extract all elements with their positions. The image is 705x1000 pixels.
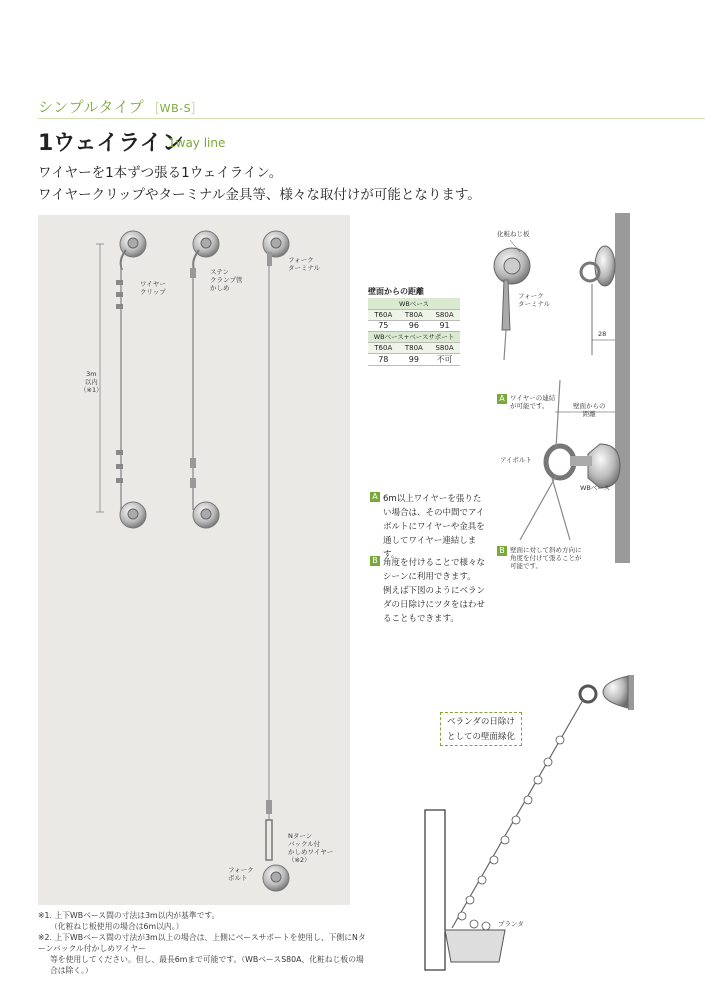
label-dim-28: 28 — [598, 330, 607, 338]
note-a: A 6m以上ワイヤーを張りた い場合は、その中間でアイ ボルトにワイヤーや金具を 通してワイヤー連結しま す。 — [370, 492, 490, 562]
label-wall-distance: 壁面からの 距離 — [573, 402, 606, 418]
label-wire-clip: ワイヤー クリップ — [140, 280, 166, 296]
label-planter: プランタ — [498, 920, 524, 928]
lead-line-1: ワイヤーを1本ずつ張る1ウェイライン。 — [38, 165, 283, 181]
section-title-text: シンプルタイプ — [38, 98, 145, 116]
page-title: 1ウェイライン — [38, 131, 184, 156]
distance-title: 壁面からの距離 — [368, 287, 424, 296]
wire-assembly-clip — [116, 231, 146, 528]
wire-assembly-long — [263, 231, 289, 891]
note-b: B 角度を付けることで様々な シーンに利用できます。 例えば下図のようにベラン ダの日除けにツタをはわせ ることもできます。 — [370, 556, 490, 626]
footnote-1: ※1. 上下WBベース間の寸法は3m以内が基準です。 — [38, 911, 220, 920]
footnote-1b: （化粧ねじ板使用の場合は6m以内。） — [50, 922, 184, 931]
label-cosmetic-nut: 化粧ねじ板 — [497, 230, 530, 238]
label-fork-bolt: フォーク ボルト — [228, 866, 254, 882]
distance-table: WBベース T60A T80A S80A 75 96 91 WBベース+ベースサポート T60A T80A S80A 78 99 不可 — [368, 298, 460, 366]
footnote-2: ※2. 上下WBベース間の寸法が3m以上の場合は、上側にベースサポートを使用し、下側にNターンバックル付かしめワイヤー — [38, 933, 366, 953]
page-subtitle: 1way line — [168, 136, 226, 150]
section-code: ［WB-S］ — [148, 102, 203, 115]
lead-line-2: ワイヤークリップやターミナル金具等、様々な取付けが可能となります。 — [38, 187, 481, 203]
label-nturn: Nターン バックル付 かしめワイヤー （※2） — [288, 832, 334, 864]
label-length: 3m 以内 （※1） — [80, 370, 103, 394]
label-fork-detail: フォーク ターミナル — [518, 292, 551, 308]
label-angle: B 壁面に対して斜め方向に 角度を付けて張ることが 可能です。 — [497, 546, 582, 570]
label-wb-base: WBベース — [580, 484, 611, 492]
label-wire-link: A ワイヤーの連結 が可能です。 — [497, 394, 555, 410]
footnotes — [38, 910, 368, 976]
label-fork-terminal: フォーク ターミナル — [288, 256, 321, 272]
detail-side-view — [581, 213, 630, 563]
verandah-caption: ベランダの日除け としての壁面緑化 — [440, 712, 522, 746]
footnote-2b: 等を使用してください。但し、最長6mまで可能です。（WBベースS80A、化粧ねじ板の場合は除く。） — [50, 955, 364, 975]
label-stainless-clamp: ステン クランプ管 かしめ — [210, 268, 243, 292]
label-eyebolt: アイボルト — [500, 456, 532, 464]
